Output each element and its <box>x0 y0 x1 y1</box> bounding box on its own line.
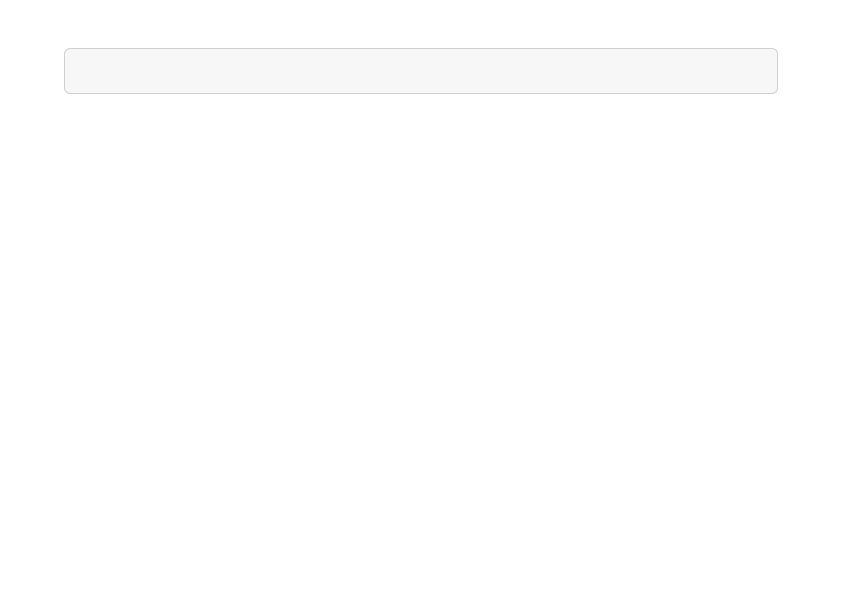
placeholder-notice <box>64 48 778 94</box>
